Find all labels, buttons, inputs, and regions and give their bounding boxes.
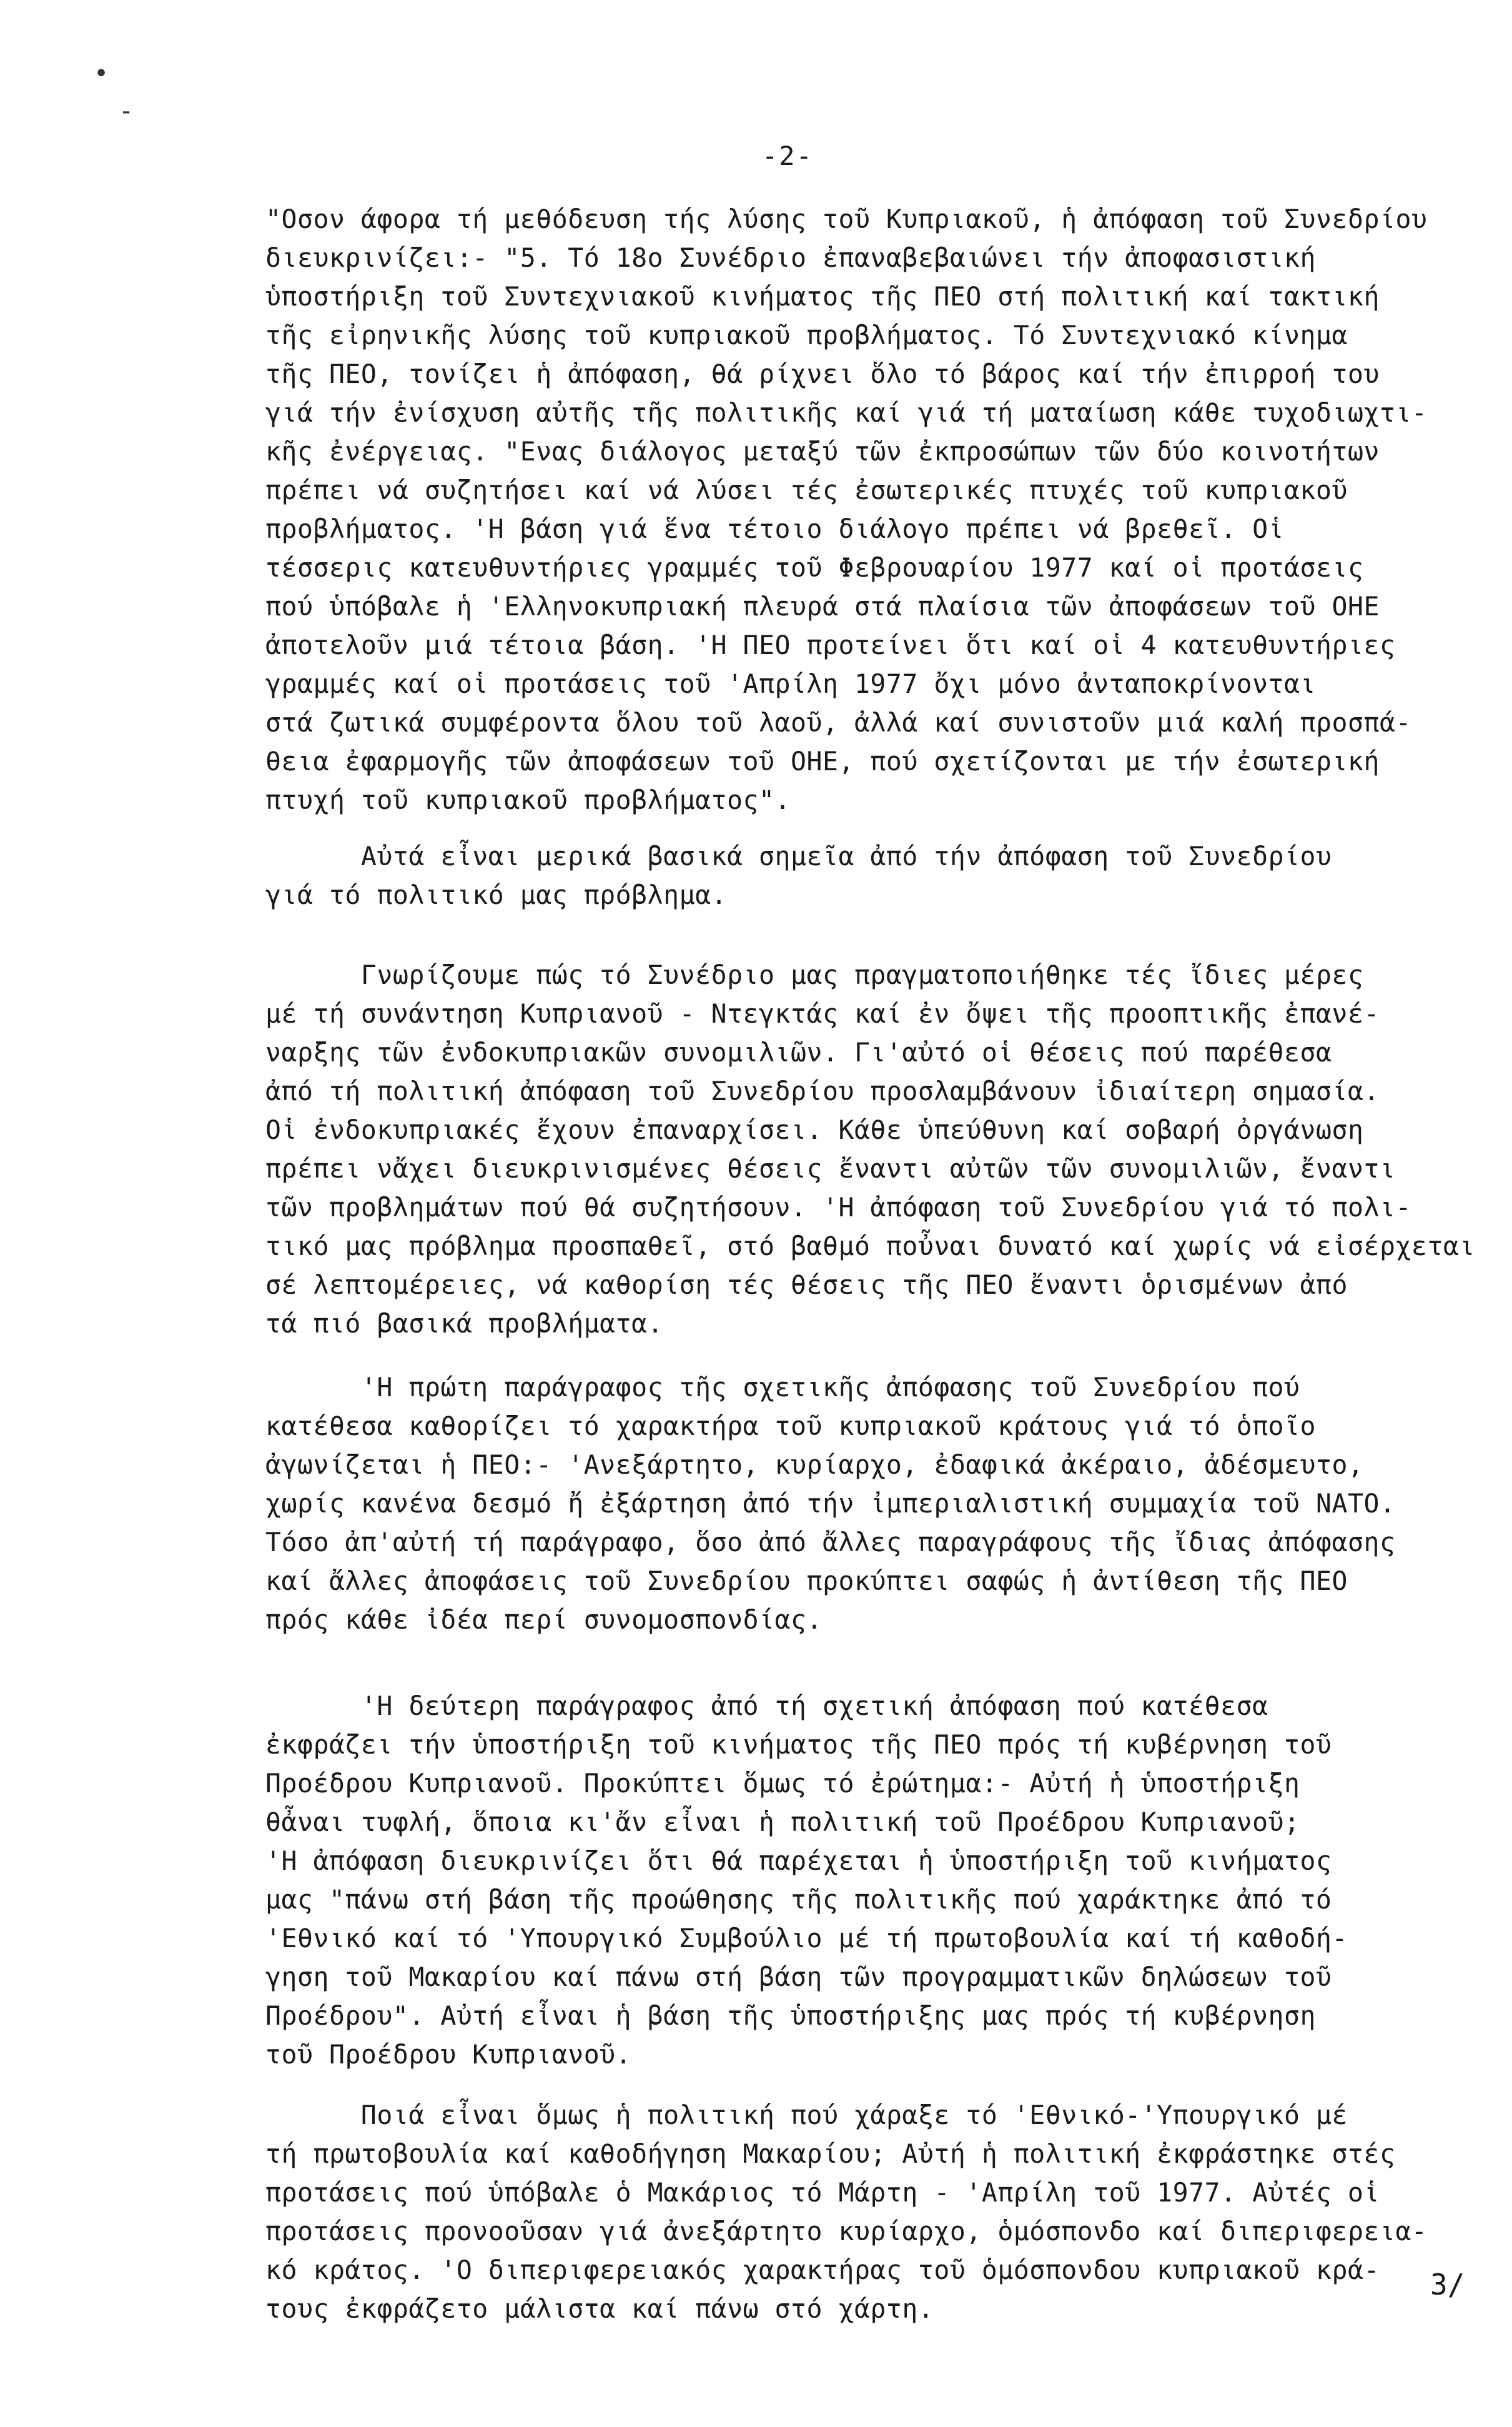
text-line: τῆς εἰρηνικῆς λύσης τοῦ κυπριακοῦ προβλήματος. Τό Συντεχνιακό κίνημα: [265, 320, 1348, 350]
margin-mark: •: [94, 59, 109, 88]
paragraph-talks: [265, 956, 1483, 1343]
paragraph-quote: [265, 200, 1483, 820]
text-line: στά ζωτικά συμφέροντα ὅλου τοῦ λαοῦ, ἀλλά καί συνιστοῦν μιά καλή προσπά-: [265, 707, 1411, 738]
text-line: "Οσον άφορα τή μεθόδευση τής λύσης τοῦ Κυπριακοῦ, ἡ ἀπόφαση τοῦ Συνεδρίου: [265, 204, 1428, 234]
text-line: τέσσερις κατευθυντήριες γραμμές τοῦ Φεβρουαρίου 1977 καί οἱ προτάσεις: [265, 552, 1364, 583]
text-line: 'Η πρώτη παράγραφος τῆς σχετικῆς ἀπόφασης τοῦ Συνεδρίου πού: [265, 1372, 1300, 1402]
text-line: 'Η δεύτερη παράγραφος ἀπό τή σχετική ἀπόφαση πού κατέθεσα: [265, 1690, 1268, 1721]
text-line: χωρίς κανένα δεσμό ἤ ἐξάρτηση ἀπό τήν ἰμπεριαλιστική συμμαχία τοῦ ΝΑΤΟ.: [265, 1488, 1396, 1519]
paragraph-summary: [265, 837, 1483, 915]
text-line: μας "πάνω στή βάση τῆς προώθησης τῆς πολιτικῆς πού χαράκτηκε ἀπό τό: [265, 1884, 1332, 1915]
text-line: σέ λεπτομέρειες, νά καθορίση τές θέσεις τῆς ΠΕΟ ἔναντι ὁρισμένων ἀπό: [265, 1269, 1348, 1300]
text-line: γιά τήν ἐνίσχυση αὐτῆς τῆς πολιτικῆς καί γιά τή ματαίωση κάθε τυχοδιωχτι-: [265, 397, 1428, 428]
text-line: ἀπό τή πολιτική ἀπόφαση τοῦ Συνεδρίου προσλαμβάνουν ἰδιαίτερη σημασία.: [265, 1076, 1380, 1106]
text-line: ἀγωνίζεται ἡ ΠΕΟ:- 'Ανεξάρτητο, κυρίαρχο, ἐδαφικά ἀκέραιο, ἀδέσμευτο,: [265, 1449, 1364, 1480]
text-line: Γνωρίζουμε πώς τό Συνέδριο μας πραγματοποιήθηκε τές ἴδιες μέρες: [265, 960, 1364, 990]
text-line: ὑποστήριξη τοῦ Συντεχνιακοῦ κινήματος τῆς ΠΕΟ στή πολιτική καί τακτική: [265, 281, 1380, 312]
text-line: τῆς ΠΕΟ, τονίζει ἡ ἀπόφαση, θά ρίχνει ὅλο τό βάρος καί τήν ἐπιρροή του: [265, 359, 1380, 389]
text-line: τους ἐκφράζετο μάλιστα καί πάνω στό χάρτη.: [265, 2293, 934, 2324]
text-line: μέ τή συνάντηση Κυπριανοῦ - Ντεγκτάς καί ἐν ὄψει τῆς προοπτικῆς ἐπανέ-: [265, 998, 1380, 1029]
text-line: κό κράτος. 'Ο διπεριφερειακός χαρακτήρας τοῦ ὁμόσπονδου κυπριακοῦ κρά-: [265, 2255, 1380, 2285]
text-line: ναρξης τῶν ἐνδοκυπριακῶν συνομιλιῶν. Γι'αὐτό οἱ θέσεις πού παρέθεσα: [265, 1037, 1332, 1068]
text-line: γιά τό πολιτικό μας πρόβλημα.: [265, 880, 728, 910]
page-number: -2-: [762, 141, 813, 171]
text-line: Προέδρου Κυπριανοῦ. Προκύπτει ὅμως τό ἐρώτημα:- Αὐτή ἡ ὑποστήριξη: [265, 1768, 1300, 1799]
text-line: τοῦ Προέδρου Κυπριανοῦ.: [265, 2039, 632, 2070]
text-line: κῆς ἐνέργειας. "Ενας διάλογος μεταξύ τῶν ἐκπροσώπων τῶν δύο κοινοτήτων: [265, 436, 1380, 467]
text-line: Ποιά εἶναι ὅμως ἡ πολιτική πού χάραξε τό 'Εθνικό-'Υπουργικό μέ: [265, 2100, 1348, 2130]
text-line: πού ὑπόβαλε ἡ 'Ελληνοκυπριακή πλευρά στά πλαίσια τῶν ἀποφάσεων τοῦ ΟΗΕ: [265, 591, 1380, 622]
text-line: διευκρινίζει:- "5. Τό 18ο Συνέδριο ἐπαναβεβαιώνει τήν ἀποφασιστική: [265, 242, 1317, 273]
text-line: Αὐτά εἶναι μερικά βασικά σημεῖα ἀπό τήν ἀπόφαση τοῦ Συνεδρίου: [265, 841, 1332, 871]
text-line: ἐκφράζει τήν ὑποστήριξη τοῦ κινήματος τῆς ΠΕΟ πρός τή κυβέρνηση τοῦ: [265, 1729, 1332, 1760]
text-line: θἆναι τυφλή, ὅποια κι'ἄν εἶναι ἡ πολιτική τοῦ Προέδρου Κυπριανοῦ;: [265, 1807, 1300, 1837]
text-line: Προέδρου". Αὐτή εἶναι ἡ βάση τῆς ὑποστήριξης μας πρός τή κυβέρνηση: [265, 2000, 1317, 2031]
text-line: κατέθεσα καθορίζει τό χαρακτήρα τοῦ κυπριακοῦ κράτους γιά τό ὁποῖο: [265, 1411, 1317, 1441]
text-line: τικό μας πρόβλημα προσπαθεῖ, στό βαθμό ποὖναι δυνατό καί χωρίς νά εἰσέρχεται: [265, 1231, 1475, 1261]
text-line: προτάσεις πού ὑπόβαλε ὁ Μακάριος τό Μάρτη - 'Απρίλη τοῦ 1977. Αὐτές οἱ: [265, 2177, 1380, 2208]
text-line: Τόσο ἀπ'αὐτή τή παράγραφο, ὅσο ἀπό ἄλλες παραγράφους τῆς ἴδιας ἀπόφασης: [265, 1527, 1396, 1557]
text-line: τή πρωτοβουλία καί καθοδήγηση Μακαρίου; Αὐτή ἡ πολιτική ἐκφράστηκε στές: [265, 2138, 1396, 2169]
text-line: 'Εθνικό καί τό 'Υπουργικό Συμβούλιο μέ τή πρωτοβουλία καί τή καθοδή-: [265, 1923, 1348, 1953]
text-line: πτυχή τοῦ κυπριακοῦ προβλήματος".: [265, 785, 791, 815]
text-line: προτάσεις προνοοῦσαν γιά ἀνεξάρτητο κυρίαρχο, ὁμόσπονδο καί διπεριφερεια-: [265, 2216, 1428, 2246]
text-line: τῶν προβλημάτων πού θά συζητήσουν. 'Η ἀπόφαση τοῦ Συνεδρίου γιά τό πολι-: [265, 1192, 1411, 1223]
text-line: καί ἄλλες ἀποφάσεις τοῦ Συνεδρίου προκύπτει σαφώς ἡ ἀντίθεση τῆς ΠΕΟ: [265, 1566, 1348, 1596]
text-line: ἀποτελοῦν μιά τέτοια βάση. 'Η ΠΕΟ προτείνει ὅτι καί οἱ 4 κατευθυντήριες: [265, 630, 1396, 660]
text-line: προβλήματος. 'Η βάση γιά ἕνα τέτοιο διάλογο πρέπει νά βρεθεῖ. Οἱ: [265, 514, 1285, 544]
next-page-ref: 3/: [1430, 2268, 1465, 2301]
text-line: Οἱ ἐνδοκυπριακές ἔχουν ἐπαναρχίσει. Κάθε ὑπεύθυνη καί σοβαρή ὀργάνωση: [265, 1114, 1364, 1145]
margin-mark: -: [119, 97, 134, 126]
text-line: τά πιό βασικά προβλήματα.: [265, 1308, 664, 1339]
text-line: 'Η ἀπόφαση διευκρινίζει ὅτι θά παρέχεται ἡ ὑποστήριξη τοῦ κινήματος: [265, 1845, 1332, 1876]
paragraph-first-clause: [265, 1368, 1483, 1639]
paragraph-second-clause: [265, 1687, 1483, 2074]
text-line: γηση τοῦ Μακαρίου καί πάνω στή βάση τῶν προγραμματικῶν δηλώσεων τοῦ: [265, 1962, 1332, 1992]
text-line: πρέπει νἄχει διευκρινισμένες θέσεις ἔναντι αὐτῶν τῶν συνομιλιῶν, ἔναντι: [265, 1153, 1396, 1184]
text-line: γραμμές καί οἱ προτάσεις τοῦ 'Απρίλη 1977 ὄχι μόνο ἀνταποκρίνονται: [265, 668, 1317, 699]
text-line: πρέπει νά συζητήσει καί νά λύσει τές ἐσωτερικές πτυχές τοῦ κυπριακοῦ: [265, 475, 1348, 505]
paragraph-policy: [265, 2096, 1483, 2328]
text-line: θεια ἐφαρμογῆς τῶν ἀποφάσεων τοῦ ΟΗΕ, πού σχετίζονται με τήν ἐσωτερική: [265, 746, 1380, 777]
text-line: πρός κάθε ἰδέα περί συνομοσπονδίας.: [265, 1604, 823, 1635]
